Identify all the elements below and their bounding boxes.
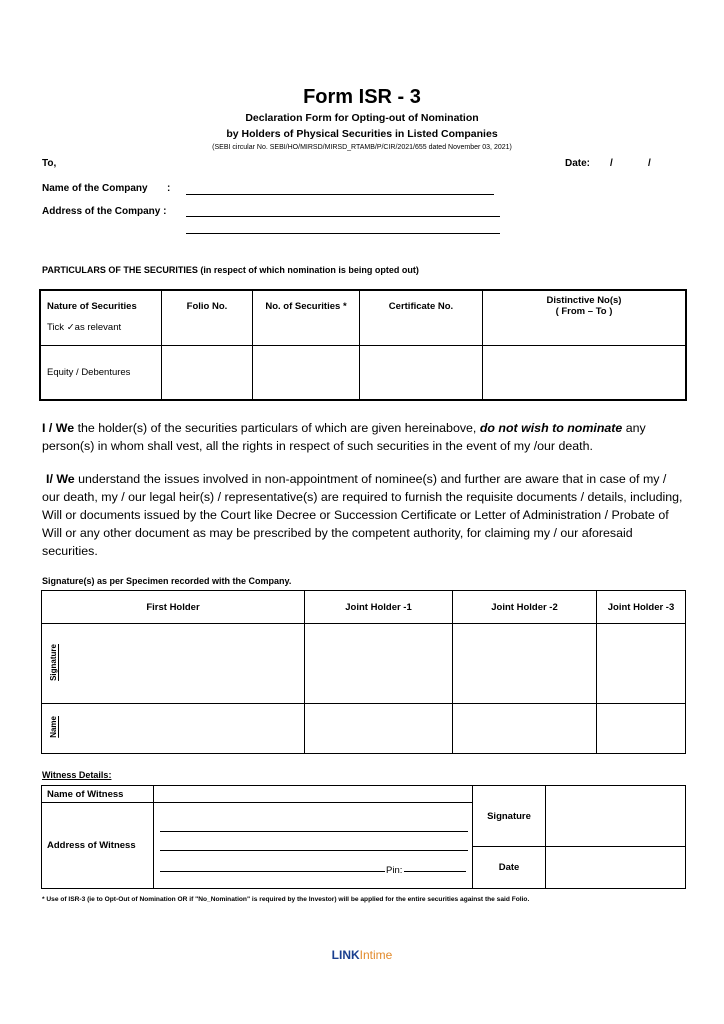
date-label: Date:: [565, 158, 591, 169]
header-num-securities: No. of Securities *: [253, 290, 360, 345]
header-distinctive-cell: [483, 290, 687, 345]
company-name-line[interactable]: [186, 194, 494, 195]
form-subtitle-line2: by Holders of Physical Securities in Listed Companies: [226, 128, 498, 140]
joint1-signature-cell[interactable]: [305, 624, 453, 704]
declaration-1-emphasis: do not wish to nominate: [479, 421, 623, 435]
company-address-line-2[interactable]: [186, 233, 500, 234]
header-distinctive: Distinctive No(s): [546, 295, 622, 306]
witness-name-cell[interactable]: [154, 786, 473, 803]
link-intime-logo: [0, 948, 724, 962]
witness-address-cell[interactable]: [154, 803, 473, 889]
declaration-2-text: understand the issues involved in non-appointment of nominee(s) and further are aware that in case of my / our death, my / our legal heir(s) / representative(s) are required to furnish the requisite documents / details, including, Will or documents issued by the Court like Decree or Succession Certificate or Letter of Administration / Probate of Will or any other document as may be prescribed by the competent authority, for claiming my / our aforesaid securities.: [42, 472, 683, 558]
header-joint-holder-1: Joint Holder -1: [305, 591, 453, 624]
header-joint-holder-2: Joint Holder -2: [453, 591, 597, 624]
witness-signature-cell[interactable]: [546, 786, 686, 847]
row-name-label-cell: [42, 704, 65, 754]
sebi-circular: (SEBI circular No. SEBI/HO/MIRSD/MIRSD_RTAMB/P/CIR/2021/655 dated November 03, 2021): [212, 144, 512, 151]
witness-date-cell[interactable]: [546, 847, 686, 889]
witness-name-label: Name of Witness: [42, 786, 154, 803]
securities-table: [39, 289, 687, 401]
row-signature-label: Signature: [48, 643, 58, 681]
row-name-label: Name: [48, 716, 58, 738]
joint2-signature-cell[interactable]: [453, 624, 597, 704]
header-joint-holder-3: Joint Holder -3: [597, 591, 686, 624]
footnote: * Use of ISR-3 (ie to Opt-Out of Nomination OR if "No_Nomination" is required by the Investor) will be applied for the entire securities against the said Folio.: [42, 896, 530, 903]
company-address-line-1[interactable]: [186, 216, 500, 217]
to-label: To,: [42, 158, 57, 169]
company-address-label: Address of the Company :: [42, 206, 167, 217]
certificate-input-cell[interactable]: [360, 345, 483, 400]
pin-label: Pin:: [386, 865, 403, 876]
signatures-table: [41, 590, 686, 754]
num-securities-input-cell[interactable]: [253, 345, 360, 400]
witness-heading: Witness Details:: [42, 770, 112, 780]
pin-line[interactable]: [404, 871, 466, 872]
header-nature: Nature of Securities: [47, 301, 137, 312]
logo-bold: LINK: [331, 948, 360, 962]
header-tick: Tick ✓as relevant: [47, 322, 122, 333]
witness-signature-label: Signature: [473, 786, 546, 847]
header-folio: Folio No.: [162, 290, 253, 345]
joint1-name-cell[interactable]: [305, 704, 453, 754]
company-name-colon: :: [167, 183, 171, 194]
witness-date-label: Date: [473, 847, 546, 889]
address-line-2[interactable]: [160, 850, 468, 851]
declaration-1-text-a: the holder(s) of the securities particulars of which are given hereinabove,: [74, 421, 480, 435]
witness-address-label: Address of Witness: [42, 803, 154, 889]
row-signature-label-cell: [42, 624, 65, 704]
address-line-1[interactable]: [160, 831, 468, 832]
declaration-paragraph-2: [42, 470, 687, 560]
form-subtitle-line1: Declaration Form for Opting-out of Nomination: [245, 112, 479, 124]
date-separator: /: [648, 158, 651, 169]
date-separator: /: [610, 158, 613, 169]
distinctive-input-cell[interactable]: [483, 345, 687, 400]
joint3-signature-cell[interactable]: [597, 624, 686, 704]
witness-table: [41, 785, 686, 889]
declaration-1-subject: I / We: [42, 421, 75, 435]
declaration-2-subject: I/ We: [46, 472, 75, 486]
header-certificate: Certificate No.: [360, 290, 483, 345]
company-name-label: Name of the Company: [42, 183, 148, 194]
header-nature-cell: [40, 290, 162, 345]
first-holder-name-cell[interactable]: [64, 704, 305, 754]
first-holder-signature-cell[interactable]: [64, 624, 305, 704]
header-from-to: ( From – To ): [555, 306, 613, 317]
form-title: Form ISR - 3: [303, 86, 421, 108]
signatures-heading: Signature(s) as per Specimen recorded with the Company.: [42, 576, 292, 586]
declaration-paragraph-1: [42, 419, 687, 455]
particulars-heading: PARTICULARS OF THE SECURITIES (in respect of which nomination is being opted out): [42, 265, 419, 275]
address-line-3[interactable]: [160, 871, 385, 872]
joint3-name-cell[interactable]: [597, 704, 686, 754]
logo-light: Intime: [359, 948, 393, 962]
header-first-holder: First Holder: [42, 591, 305, 624]
row-equity-label: Equity / Debentures: [40, 345, 162, 400]
folio-input-cell[interactable]: [162, 345, 253, 400]
declaration-1-text-b: any person(s) in whom shall vest, all the rights in respect of such securities in the event of my /our death.: [42, 421, 646, 453]
joint2-name-cell[interactable]: [453, 704, 597, 754]
